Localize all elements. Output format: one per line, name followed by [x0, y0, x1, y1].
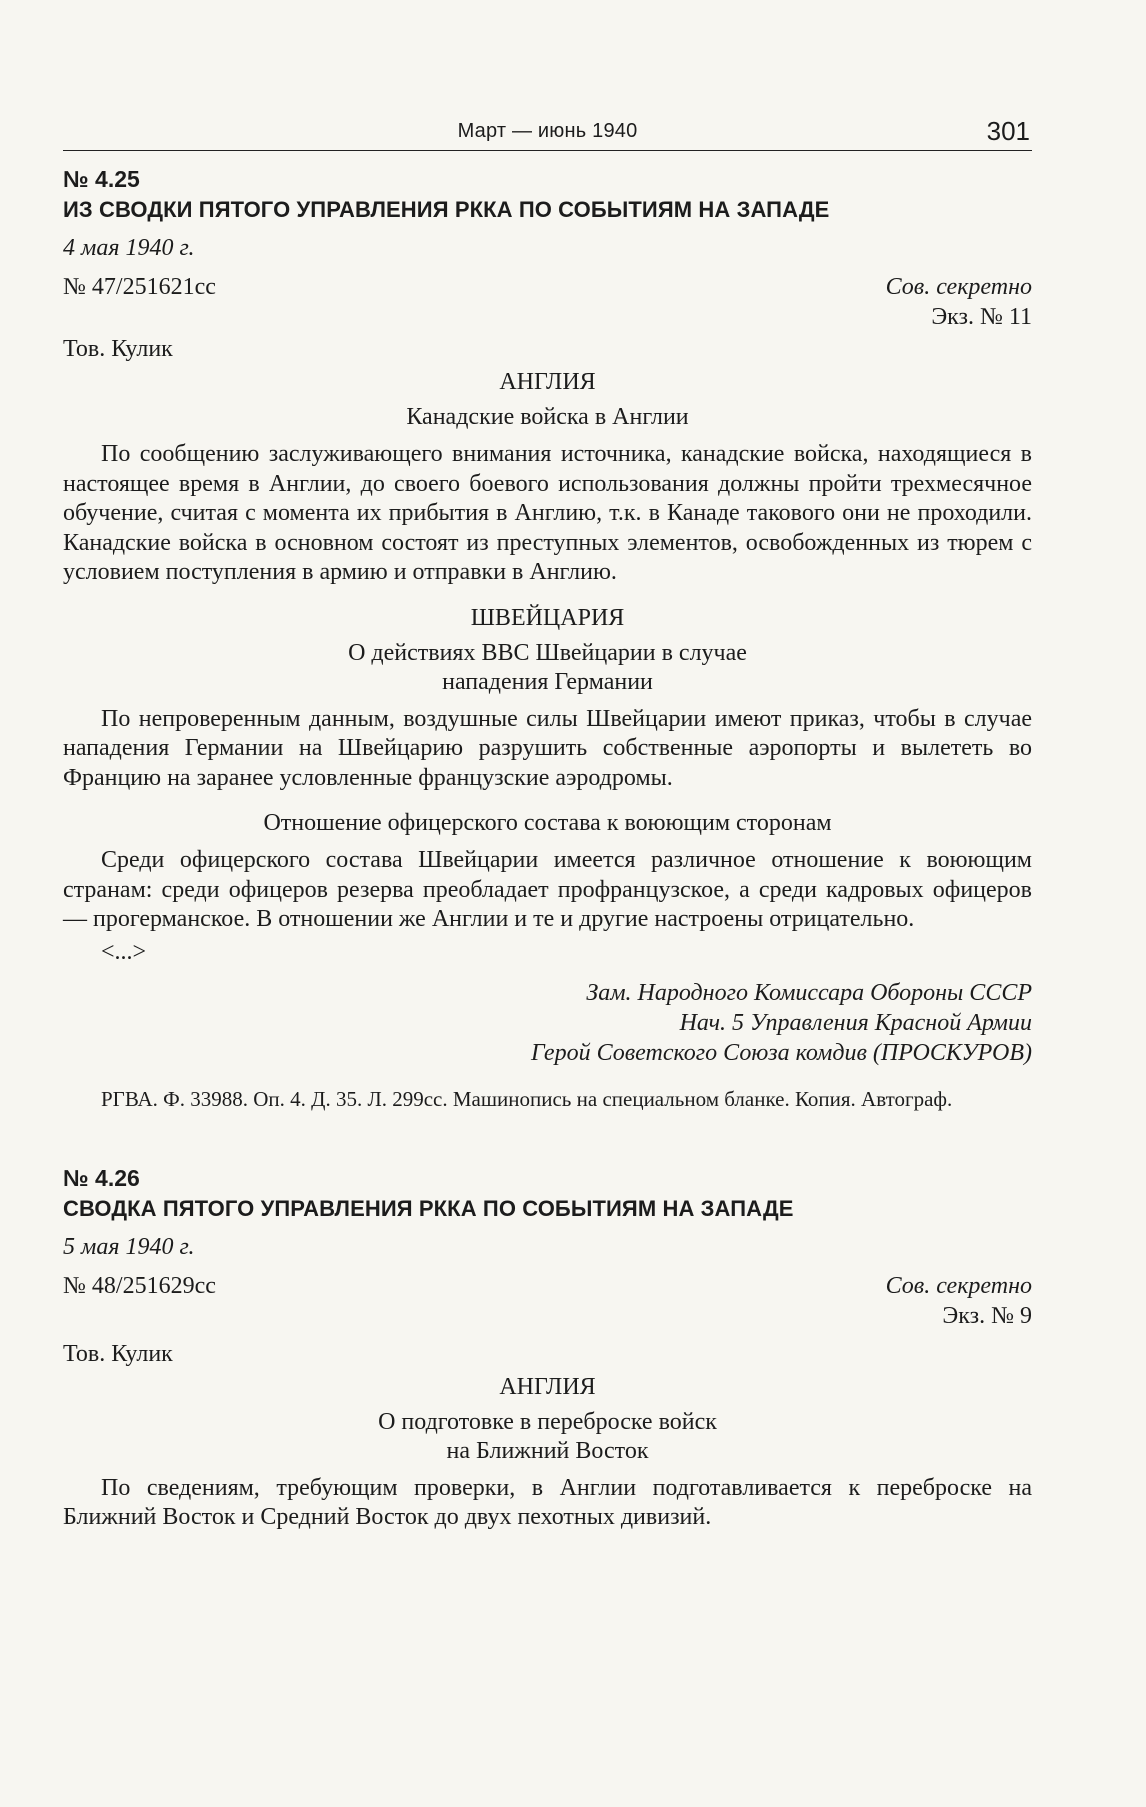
page-content: [63, 166, 1032, 1549]
addressee: Тов. Кулик: [63, 336, 173, 362]
section-heading: ШВЕЙЦАРИЯ: [470, 604, 625, 631]
registration-row: [63, 274, 1032, 304]
registration-number: № 48/251629сс: [63, 1272, 216, 1299]
page-number: 301: [986, 116, 1030, 146]
document-4-26: [63, 1165, 1032, 1533]
subsection-heading: [63, 639, 1032, 697]
signature-line: Герой Советского Союза комдив (ПРОСКУРОВ): [530, 1039, 1032, 1066]
page-header: [63, 118, 1032, 151]
subsection-line: нападения Германии: [442, 668, 653, 695]
classification-mark: Сов. секретно: [885, 274, 1032, 300]
subsection-line: О подготовке в переброске войск: [378, 1408, 717, 1435]
registration-number: № 47/251621сс: [63, 274, 216, 300]
paragraph: Среди офицерского состава Швейцарии имеется различное отношение к воюющим странам: среди офицеров резерва преобладает профранцузское, а среди кадровых офицеров — прогерманское. В отношении же Англии и те и другие настроены отрицательно.: [63, 847, 1032, 932]
doc-number: № 4.26: [63, 1164, 140, 1191]
subsection-heading: Канадские войска в Англии: [406, 404, 689, 430]
paragraph: По сведениям, требующим проверки, в Англии подготавливается к переброске на Ближний Восток и Средний Восток до двух пехотных дивизий.: [63, 1474, 1032, 1530]
section-heading: АНГЛИЯ: [499, 369, 596, 395]
subsection-heading: Отношение офицерского состава к воюющим сторонам: [263, 810, 832, 836]
omission-mark: <...>: [101, 938, 147, 965]
signature-line: Нач. 5 Управления Красной Армии: [679, 1009, 1032, 1036]
doc-date: 5 мая 1940 г.: [63, 1233, 195, 1260]
doc-title: СВОДКА ПЯТОГО УПРАВЛЕНИЯ РККА ПО СОБЫТИЯМ НА ЗАПАДЕ: [63, 1195, 794, 1221]
addressee: Тов. Кулик: [63, 1340, 173, 1367]
signature-block: [63, 978, 1032, 1068]
doc-title: ИЗ СВОДКИ ПЯТОГО УПРАВЛЕНИЯ РККА ПО СОБЫТИЯМ НА ЗАПАДЕ: [63, 197, 830, 222]
doc-date: 4 мая 1940 г.: [63, 235, 195, 261]
doc-number: № 4.25: [63, 166, 140, 192]
paragraph: По сообщению заслуживающего внимания источника, канадские войска, находящиеся в настоящее время в Англии, до своего боевого использования должны пройти трехмесячное обучение, считая с момента их прибытия в Англию, т.к. в Канаде такового они не проходили. Канадские войска в основном состоят из преступных элементов, освобожденных из тюрем с условием поступления в армию и отправки в Англию.: [63, 441, 1032, 585]
archive-reference: РГВА. Ф. 33988. Оп. 4. Д. 35. Л. 299сс. Машинопись на специальном бланке. Копия. Автограф.: [101, 1086, 953, 1111]
signature-line: Зам. Народного Комиссара Обороны СССР: [586, 979, 1032, 1006]
subsection-line: О действиях ВВС Швейцарии в случае: [348, 639, 747, 666]
registration-row: [63, 1273, 1032, 1303]
classification-mark: Сов. секретно: [885, 1272, 1032, 1299]
subsection-line: на Ближний Восток: [446, 1437, 649, 1464]
subsection-heading: [63, 1408, 1032, 1466]
running-head: Март — июнь 1940: [457, 120, 638, 142]
copy-number: Экз. № 9: [942, 1302, 1032, 1329]
section-heading: АНГЛИЯ: [499, 1373, 596, 1400]
paragraph: По непроверенным данным, воздушные силы Швейцарии имеют приказ, чтобы в случае нападения Германии на Швейцарию разрушить собственные аэропорты и вылететь во Францию на заранее условленные французские аэродромы.: [63, 705, 1032, 791]
copy-number: Экз. № 11: [931, 304, 1032, 330]
document-4-25: [63, 166, 1032, 1113]
